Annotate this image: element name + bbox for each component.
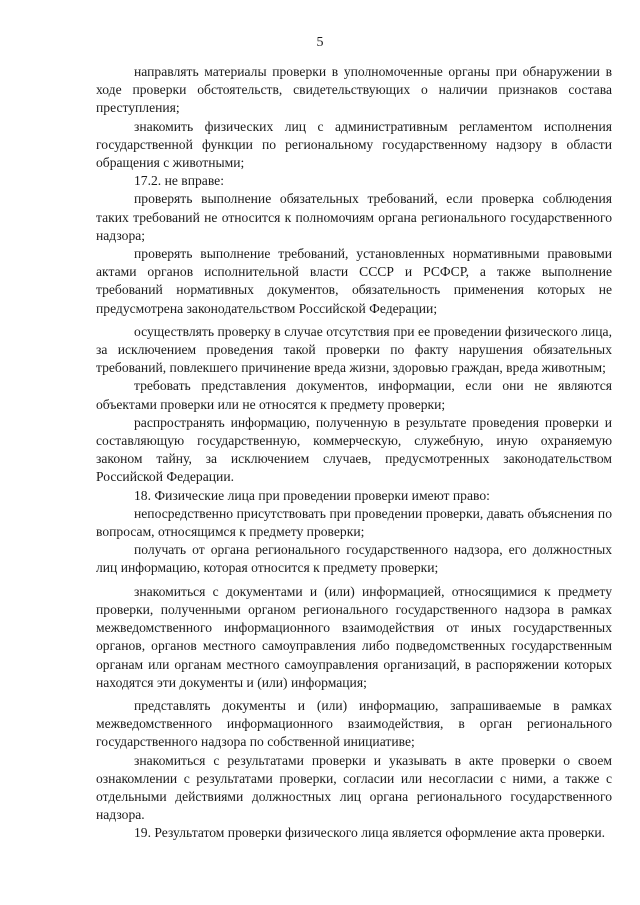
paragraph: получать от органа регионального государственного надзора, его должностных лиц информацию, которая относится к предмету проверки;	[96, 542, 612, 576]
document-body	[96, 63, 612, 843]
page-number: 5	[316, 35, 324, 50]
paragraph: знакомиться с документами и (или) информацией, относящимися к предмету проверки, полученными органом регионального государственного надзора в рамках межведомственного информационного взаимодействия от иных государственных органов, органов местного самоуправления либо подведомственных государственным органам или органам местного самоуправления организаций, в распоряжении которых находятся эти документы и (или) информация;	[96, 583, 612, 690]
paragraph: непосредственно присутствовать при проведении проверки, давать объяснения по вопросам, относящимся к предмету проверки;	[96, 505, 612, 540]
paragraph: проверять выполнение требований, установленных нормативными правовыми актами органов исполнительной власти СССР и РСФСР, а также выполнение требований нормативных документов, обязательность применения которых не предусмотрена законодательством Российской Федерации;	[96, 246, 612, 316]
paragraph: направлять материалы проверки в уполномоченные органы при обнаружении в ходе проверки обстоятельств, свидетельствующих о наличии признаков состава преступления;	[96, 64, 612, 116]
paragraph: знакомить физических лиц с административным регламентом исполнения государственной функции по региональному государственному надзору в области обращения с животными;	[96, 118, 612, 171]
paragraph: требовать представления документов, информации, если они не являются объектами проверки или не относятся к предмету проверки;	[96, 378, 612, 412]
paragraph: представлять документы и (или) информацию, запрашиваемые в рамках межведомственного информационного взаимодействия, в орган регионального государственного надзора по собственной инициативе;	[96, 697, 612, 750]
paragraph: проверять выполнение обязательных требований, если проверка соблюдения таких требований не относится к полномочиям органа регионального государственного надзора;	[96, 191, 612, 243]
paragraph: 18. Физические лица при проведении проверки имеют право:	[134, 487, 490, 503]
paragraph: распространять информацию, полученную в результате проведения проверки и составляющую государственную, коммерческую, служебную, иную охраняемую законом тайну, за исключением случаев, предусмотренных законодательством Российской Федерации.	[96, 414, 612, 485]
paragraph: осуществлять проверку в случае отсутствия при ее проведении физического лица, за исключением проведения такой проверки по факту нарушения обязательных требований, повлекшего причинение вреда жизни, здоровью граждан, вреда животным;	[96, 323, 612, 376]
paragraph: 19. Результатом проверки физического лица является оформление акта проверки.	[134, 825, 606, 841]
paragraph: знакомиться с результатами проверки и указывать в акте проверки о своем ознакомлении с результатами проверки, согласии или несогласии с ними, а также с отдельными действиями должностных лиц органа регионального государственного надзора.	[96, 752, 612, 823]
paragraph: 17.2. не вправе:	[134, 173, 224, 189]
